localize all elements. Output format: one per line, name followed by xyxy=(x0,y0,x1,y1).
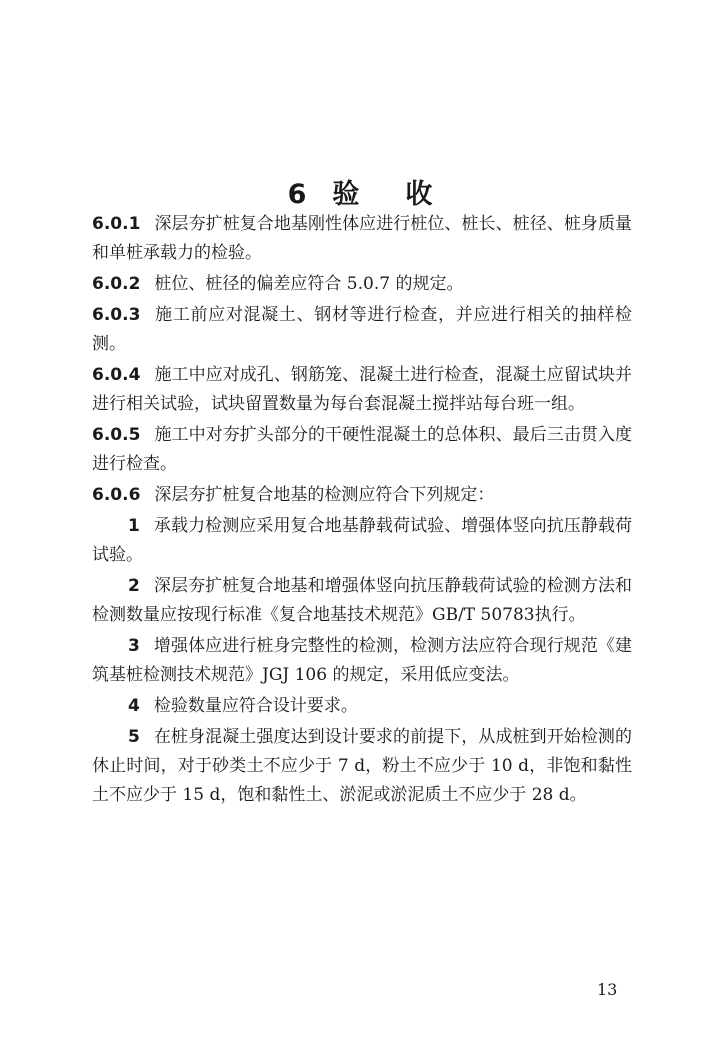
chapter-title-char-1: 验 xyxy=(332,179,360,210)
clause-number: 6.0.5 xyxy=(92,425,141,445)
clause-text: 桩位、桩径的偏差应符合 5.0.7 的规定。 xyxy=(154,274,464,294)
list-item-1 xyxy=(92,512,632,570)
item-text: 在桩身混凝土强度达到设计要求的前提下，从成桩到开始检测的休止时间，对于砂类土不应少于 7 d，粉土不应少于 10 d，非饱和黏性土不应少于 15 d，饱和黏性土、淤泥或淤泥质土不应少于 28 d。 xyxy=(92,727,632,805)
clause-text: 施工中对夯扩头部分的干硬性混凝土的总体积、最后三击贯入度进行检查。 xyxy=(92,425,632,474)
clause-text: 深层夯扩桩复合地基刚性体应进行桩位、桩长、桩径、桩身质量和单桩承载力的检验。 xyxy=(92,214,632,263)
item-text: 检验数量应符合设计要求。 xyxy=(153,696,358,716)
item-number: 4 xyxy=(128,696,140,716)
list-item-2 xyxy=(92,572,632,630)
list-item-5 xyxy=(92,723,632,810)
clause-6-0-5 xyxy=(92,421,632,479)
document-body xyxy=(92,210,632,810)
chapter-title xyxy=(0,172,720,211)
item-number: 1 xyxy=(128,516,140,536)
item-number: 2 xyxy=(128,576,140,596)
clause-text: 施工前应对混凝土、钢材等进行检查，并应进行相关的抽样检测。 xyxy=(92,305,632,354)
list-item-4 xyxy=(92,692,632,721)
clause-6-0-6 xyxy=(92,481,632,510)
clause-6-0-4 xyxy=(92,361,632,419)
clause-6-0-2 xyxy=(92,270,632,299)
clause-number: 6.0.2 xyxy=(92,274,141,294)
clause-number: 6.0.4 xyxy=(92,365,141,385)
chapter-title-char-2: 收 xyxy=(405,179,433,210)
clause-number: 6.0.6 xyxy=(92,485,141,505)
item-text: 增强体应进行桩身完整性的检测，检测方法应符合现行规范《建筑基桩检测技术规范》JGJ 106 的规定，采用低应变法。 xyxy=(92,636,632,685)
clause-number: 6.0.1 xyxy=(92,214,141,234)
clause-6-0-1 xyxy=(92,210,632,268)
list-item-3 xyxy=(92,632,632,690)
clause-number: 6.0.3 xyxy=(92,305,141,325)
item-text: 深层夯扩桩复合地基和增强体竖向抗压静载荷试验的检测方法和检测数量应按现行标准《复合地基技术规范》GB/T 50783执行。 xyxy=(92,576,632,625)
item-number: 3 xyxy=(128,636,140,656)
clause-6-0-3 xyxy=(92,301,632,359)
page-number: 13 xyxy=(597,980,618,999)
item-number: 5 xyxy=(128,727,140,747)
chapter-number: 6 xyxy=(287,179,307,210)
item-text: 承载力检测应采用复合地基静载荷试验、增强体竖向抗压静载荷试验。 xyxy=(92,516,632,565)
clause-text: 深层夯扩桩复合地基的检测应符合下列规定： xyxy=(154,485,495,505)
clause-text: 施工中应对成孔、钢筋笼、混凝土进行检查，混凝土应留试块并进行相关试验，试块留置数量为每台套混凝土搅拌站每台班一组。 xyxy=(92,365,632,414)
